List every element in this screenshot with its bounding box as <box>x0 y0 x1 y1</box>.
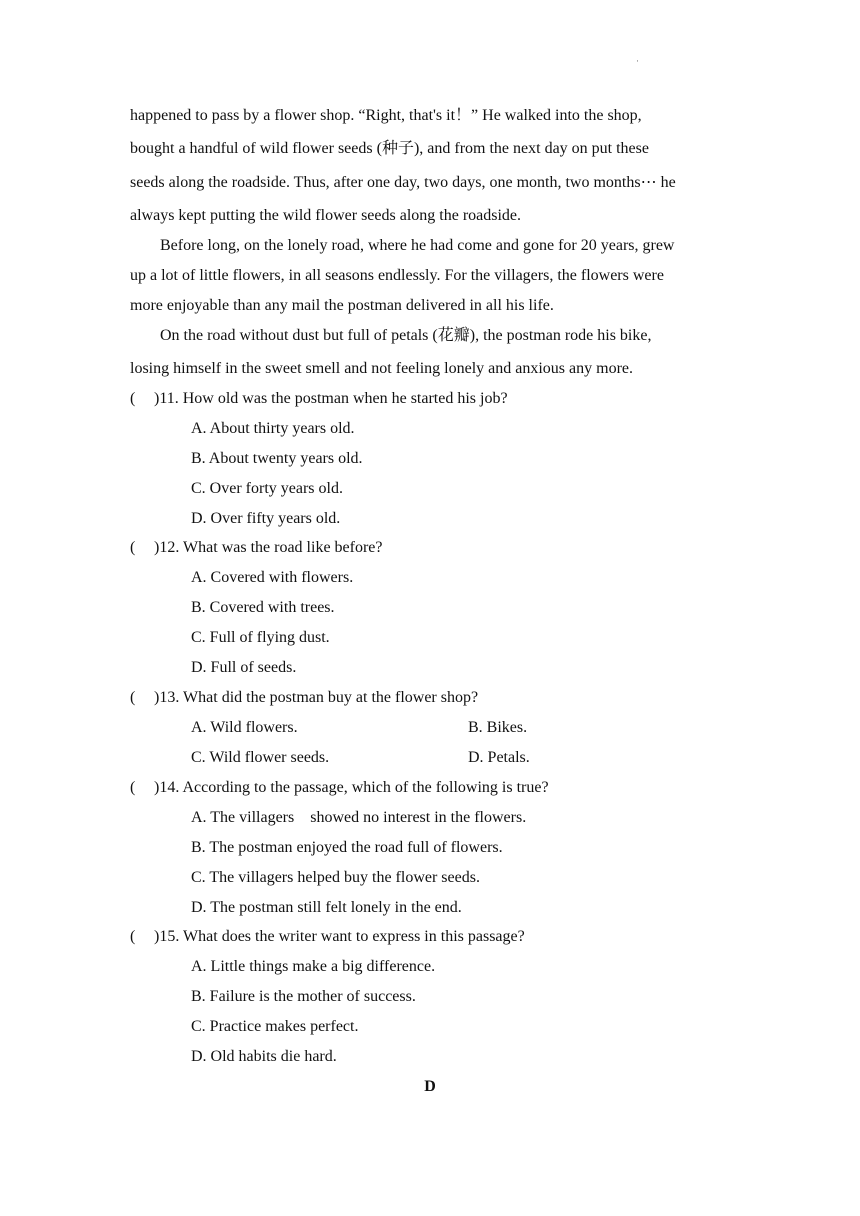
passage-line: bought a handful of wild flower seeds (种子), and from the next day on put these <box>130 140 649 157</box>
passage-line: seeds along the roadside. Thus, after one day, two days, one month, two months⋯ he <box>130 174 676 191</box>
answer-blank[interactable]: ( <box>130 689 136 706</box>
option-c: C. Over forty years old. <box>191 480 343 497</box>
option-b: B. Bikes. <box>468 719 528 736</box>
question-12 <box>130 538 383 558</box>
answer-blank[interactable]: ( <box>130 928 136 945</box>
option-b: B. Failure is the mother of success. <box>191 988 416 1005</box>
question-11 <box>130 389 508 409</box>
passage-line: more enjoyable than any mail the postman delivered in all his life. <box>130 297 554 314</box>
question-15 <box>130 927 525 947</box>
passage-line: On the road without dust but full of petals (花瓣), the postman rode his bike, <box>160 327 652 344</box>
answer-blank[interactable]: ( <box>130 539 136 556</box>
passage-line: up a lot of little flowers, in all seasons endlessly. For the villagers, the flowers were <box>130 267 664 284</box>
option-d: D. Full of seeds. <box>191 659 297 676</box>
question-text: )13. What did the postman buy at the flower shop? <box>154 689 479 706</box>
option-d: D. Petals. <box>468 749 530 766</box>
option-a: A. Wild flowers. <box>191 719 298 736</box>
question-text: )12. What was the road like before? <box>154 539 383 556</box>
question-text: )11. How old was the postman when he started his job? <box>154 390 508 407</box>
option-b: B. The postman enjoyed the road full of flowers. <box>191 839 503 856</box>
option-c: C. Practice makes perfect. <box>191 1018 359 1035</box>
option-d: D. Over fifty years old. <box>191 510 341 527</box>
option-a: A. Covered with flowers. <box>191 569 354 586</box>
passage-line: losing himself in the sweet smell and not feeling lonely and anxious any more. <box>130 360 634 377</box>
question-13 <box>130 688 478 708</box>
option-b: B. Covered with trees. <box>191 599 335 616</box>
passage-line: happened to pass by a flower shop. “Right, that's it！” He walked into the shop, <box>130 107 642 124</box>
option-c: C. Wild flower seeds. <box>191 749 330 766</box>
question-14 <box>130 778 549 798</box>
section-heading: D <box>424 1078 436 1095</box>
passage-line: Before long, on the lonely road, where he had come and gone for 20 years, grew <box>160 237 675 254</box>
option-a: A. About thirty years old. <box>191 420 355 437</box>
option-c: C. The villagers helped buy the flower seeds. <box>191 869 480 886</box>
option-a: A. The villagers showed no interest in the flowers. <box>191 809 527 826</box>
option-a: A. Little things make a big difference. <box>191 958 436 975</box>
option-b: B. About twenty years old. <box>191 450 363 467</box>
answer-blank[interactable]: ( <box>130 779 136 796</box>
question-text: )15. What does the writer want to express in this passage? <box>154 928 525 945</box>
option-c: C. Full of flying dust. <box>191 629 330 646</box>
page-mark: · <box>636 56 639 66</box>
answer-blank[interactable]: ( <box>130 390 136 407</box>
passage-line: always kept putting the wild flower seeds along the roadside. <box>130 207 522 224</box>
option-d: D. Old habits die hard. <box>191 1048 337 1065</box>
question-text: )14. According to the passage, which of the following is true? <box>154 779 549 796</box>
option-d: D. The postman still felt lonely in the end. <box>191 899 462 916</box>
